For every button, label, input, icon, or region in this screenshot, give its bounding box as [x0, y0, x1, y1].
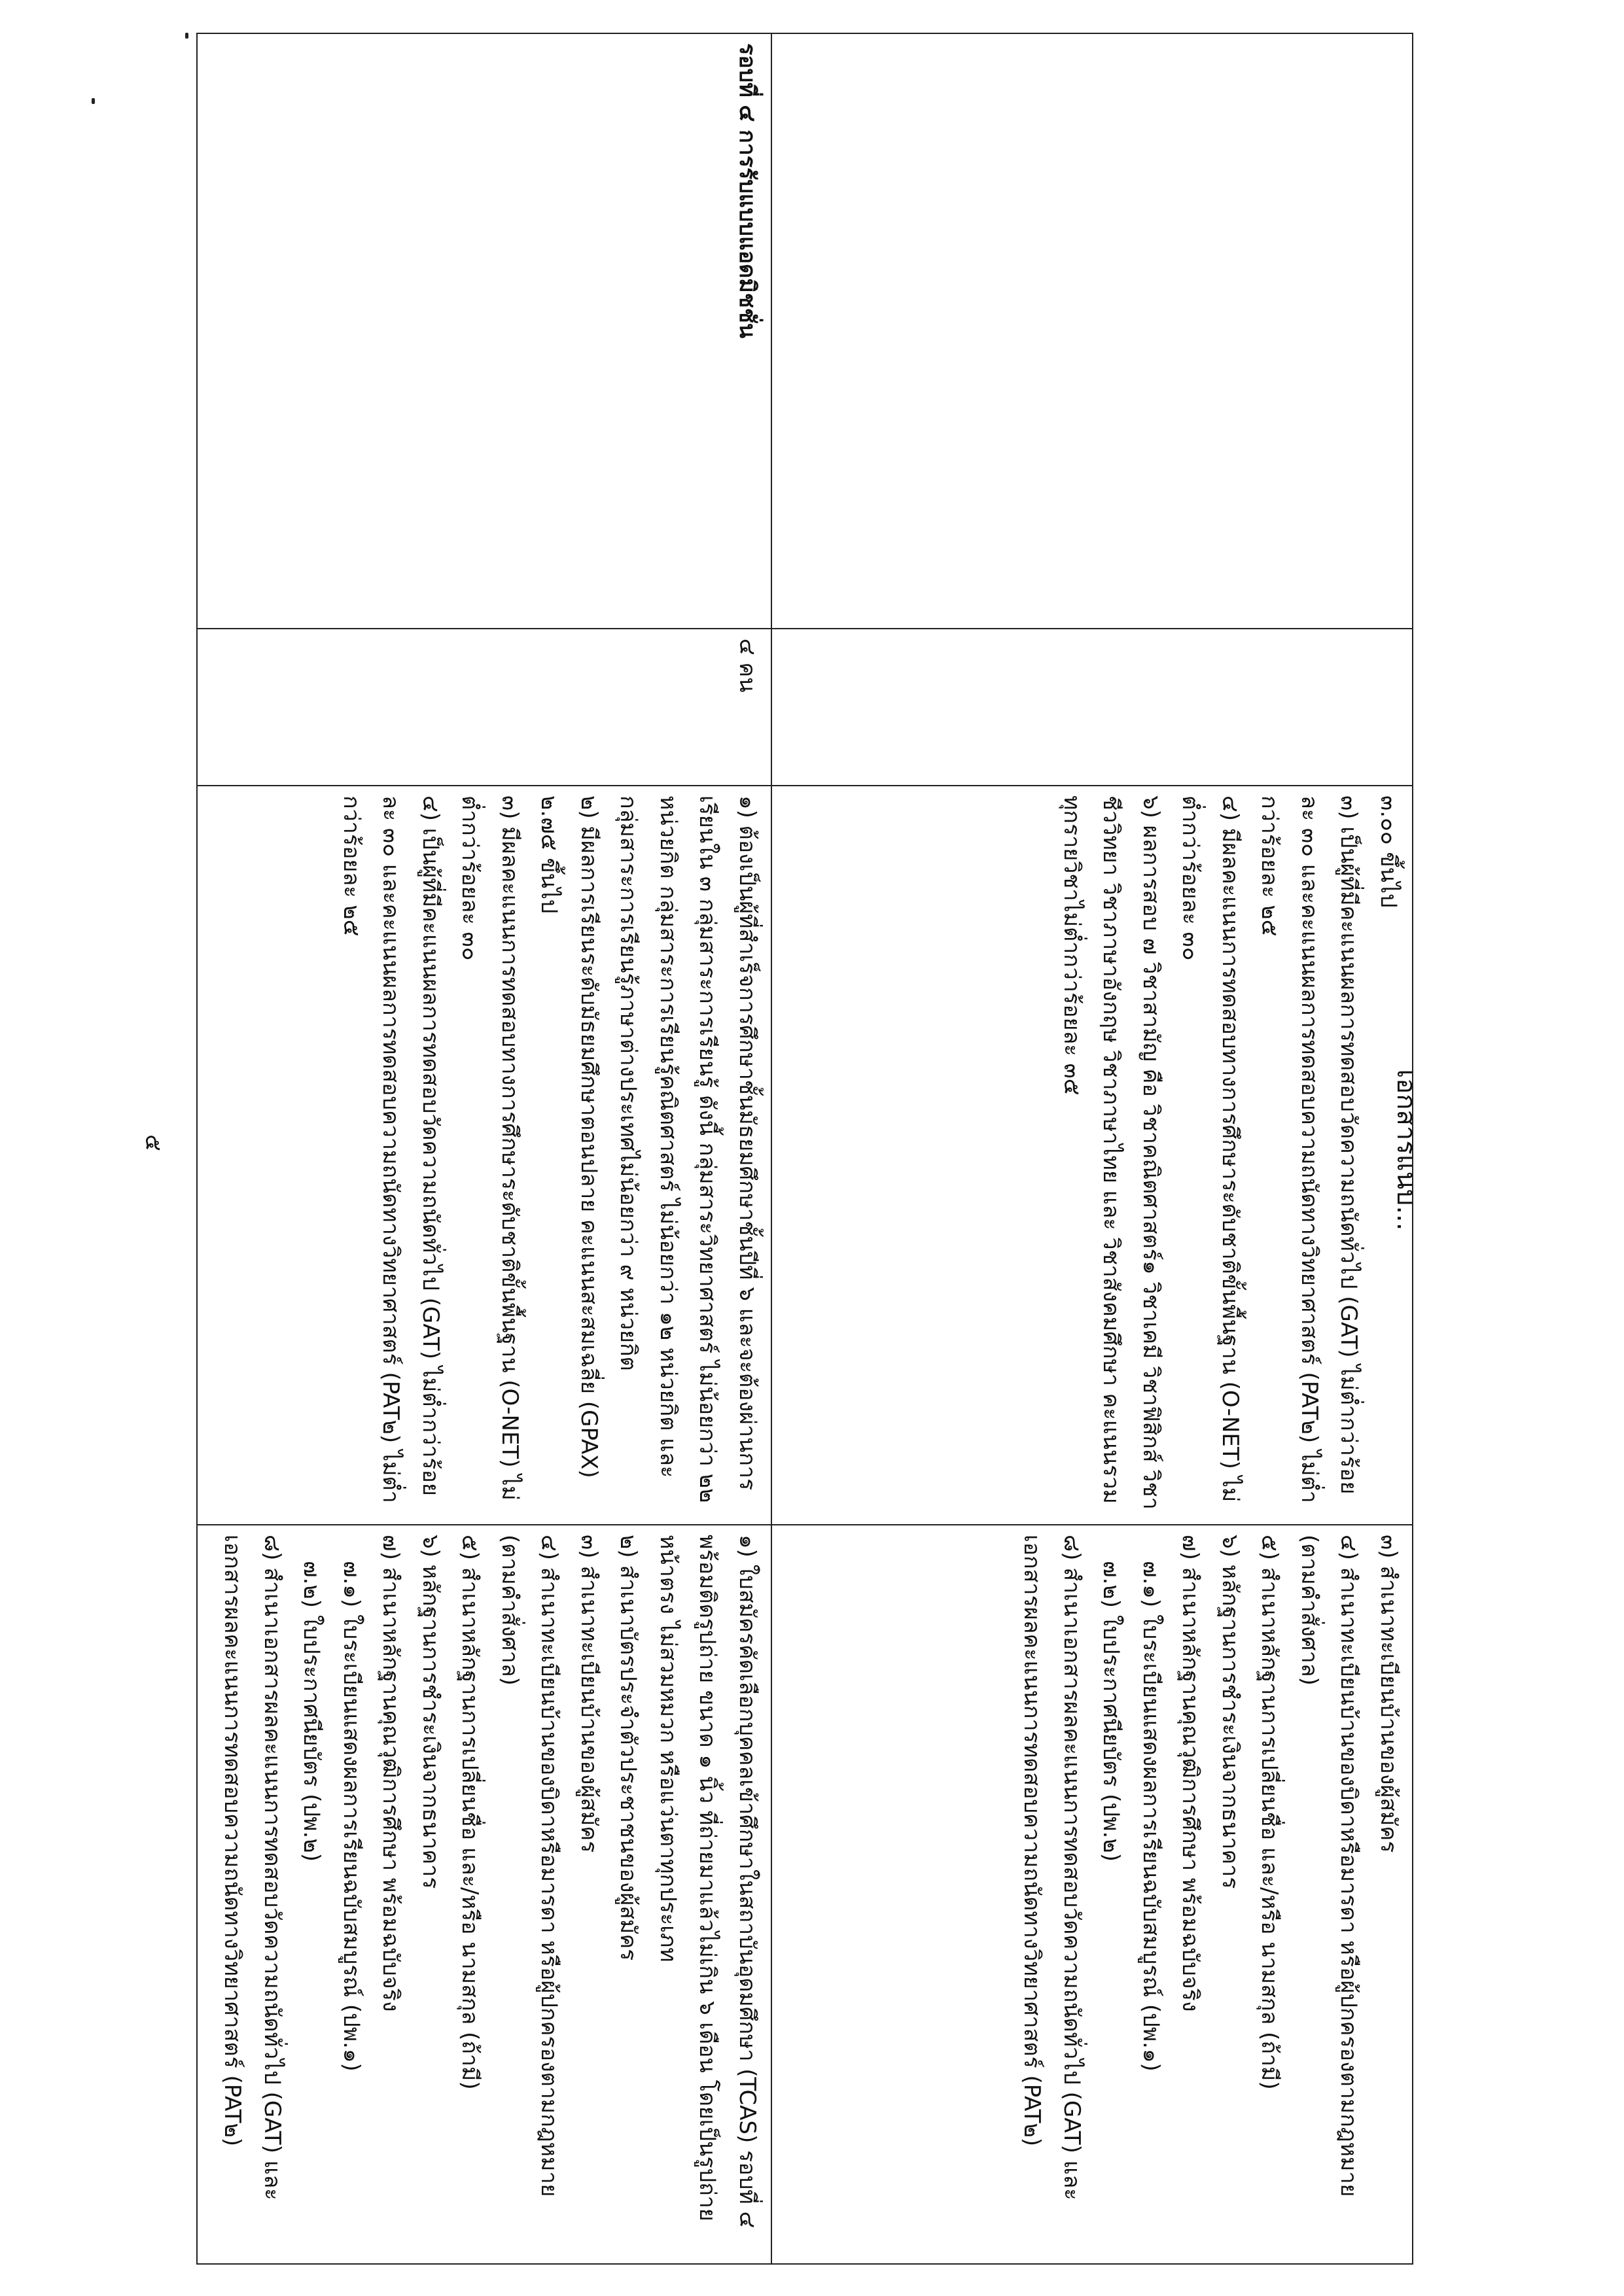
criteria-table [196, 33, 1413, 2265]
criteria-item: ๔) เป็นผู้ที่มีคะแนนผลการทดสอบวัดความถนัดทั่วไป (GAT) ไม่ต่ำกว่าร้อยละ ๓๐ และคะแนนผลการทดสอบความถนัดทางวิทยาศาสตร์ (PAT๒) ไม่ต่ำกว่าร้อยละ ๒๕ [338, 795, 444, 1503]
document-subitem: ๗.๒) ใบประกาศนียบัตร (ปพ.๒) [1098, 1561, 1125, 1862]
document-subitem: ๗.๑) ใบระเบียนแสดงผลการเรียนฉบับสมบูรณ์ (ปพ.๑) [338, 1561, 364, 2072]
criteria-cell [771, 786, 1413, 1525]
criteria-cell [197, 786, 771, 1525]
document-item: ๒) สำเนาบัตรประจำตัวประชาชนของผู้สมัคร [615, 1535, 642, 1961]
seats-cell: ๔ คน [197, 629, 771, 786]
documents-cell [197, 1525, 771, 2264]
criteria-item: ๓) มีผลคะแนนการทดสอบทางการศึกษาระดับชาติขั้นพื้นฐาน (O-NET) ไม่ต่ำกว่าร้อยละ ๓๐ [457, 795, 523, 1501]
table-row [197, 33, 771, 2264]
document-item: ๘) สำเนาเอกสารผลคะแนนการทดสอบวัดความถนัดทั่วไป (GAT) และเอกสารผลคะแนนการทดสอบความถนัดทางวิทยาศาสตร์ (PAT๒) [1019, 1535, 1085, 2200]
page-number: ๕ [140, 1134, 166, 1151]
document-subitem: ๗.๒) ใบประกาศนียบัตร (ปพ.๒) [298, 1561, 325, 1862]
criteria-item: ๖) ผลการสอบ ๗ วิชาสามัญ คือ วิชาคณิตศาสตร์๑ วิชาเคมี วิชาฟิสิกส์ วิชาชีววิทยา วิชาภาษาอังกฤษ วิชาภาษาไทย และ วิชาสังคมศึกษา คะแนนรวมทุกรายวิชาไม่ต่ำกว่าร้อยละ ๓๕ [1058, 795, 1164, 1510]
admission-table [196, 33, 1413, 2263]
criteria-item: ๓) เป็นผู้ที่มีคะแนนผลการทดสอบวัดความถนัดทั่วไป (GAT) ไม่ต่ำกว่าร้อยละ ๓๐ และคะแนนผลการทดสอบความถนัดทางวิทยาศาสตร์ (PAT๒) ไม่ต่ำกว่าร้อยละ ๒๕ [1256, 795, 1362, 1503]
scan-speck [185, 33, 188, 39]
document-item: ๘) สำเนาเอกสารผลคะแนนการทดสอบวัดความถนัดทั่วไป (GAT) และเอกสารผลคะแนนการทดสอบความถนัดทางวิทยาศาสตร์ (PAT๒) [219, 1535, 285, 2200]
table-row [771, 33, 1413, 2264]
document-item: ๖) หลักฐานการชำระเงินจากธนาคาร [417, 1535, 444, 1889]
document-item: ๓) สำเนาทะเบียนบ้านของผู้สมัคร [1375, 1535, 1402, 1853]
document-item: ๓) สำเนาทะเบียนบ้านของผู้สมัคร [575, 1535, 602, 1853]
criteria-item: ๒) มีผลการเรียนระดับมัธยมศึกษาตอนปลาย คะแนนสะสมเฉลี่ย (GPAX) ๒.๗๕ ขึ้นไป [536, 795, 602, 1478]
criteria-item: ๔) มีผลคะแนนการทดสอบทางการศึกษาระดับชาติขั้นพื้นฐาน (O-NET) ไม่ต่ำกว่าร้อยละ ๓๐ [1177, 795, 1243, 1503]
document-item: ๖) หลักฐานการชำระเงินจากธนาคาร [1216, 1535, 1243, 1889]
document-item: ๕) สำเนาหลักฐานการเปลี่ยนชื่อ และ/หรือ นามสกุล (ถ้ามี) [1256, 1535, 1283, 2090]
continuation-note: เอกสารแนบ... [1391, 1069, 1421, 1231]
document-item: ๔) สำเนาทะเบียนบ้านของบิดาหรือมารดา หรือผู้ปกครองตามกฎหมาย (ตามคำสั่งศาล) [496, 1535, 563, 2197]
document-item: ๔) สำเนาทะเบียนบ้านของบิดาหรือมารดา หรือผู้ปกครองตามกฎหมาย (ตามคำสั่งศาล) [1296, 1535, 1362, 2197]
document-item: ๕) สำเนาหลักฐานการเปลี่ยนชื่อ และ/หรือ นามสกุล (ถ้ามี) [457, 1535, 484, 2090]
scan-speck [92, 98, 95, 104]
document-subitem: ๗.๑) ใบระเบียนแสดงผลการเรียนฉบับสมบูรณ์ (ปพ.๑) [1137, 1561, 1164, 2072]
round-label-cell: รอบที่ ๔ การรับแบบแอดมิชชั่น [197, 33, 771, 629]
document-item: ๑) ใบสมัครคัดเลือกบุคคลเข้าศึกษาในสถาบันอุดมศึกษา (TCAS) รอบที่ ๔ พร้อมติดรูปถ่าย ขนาด ๑ นิ้ว ที่ถ่ายมาแล้วไม่เกิน ๖ เดือน โดยเป็นรูปถ่ายหน้าตรง ไม่สวมหมวก หรือแว่นตาทุกประเภท [654, 1535, 760, 2229]
round-label-cell [771, 33, 1413, 629]
documents-cell [771, 1525, 1413, 2264]
document-item: ๗) สำเนาหลักฐานคุณวุฒิการศึกษา พร้อมฉบับจริง [378, 1535, 404, 2012]
criteria-item: ๓.๐๐ ขึ้นไป [1375, 795, 1402, 908]
seats-cell [771, 629, 1413, 786]
criteria-item: ๑) ต้องเป็นผู้ที่สำเร็จการศึกษาชั้นมัธยมศึกษาชั้นปีที่ ๖ และจะต้องผ่านการเรียนใน ๓ กลุ่มสาระการเรียนรู้ ดังนี้ กลุ่มสาระวิทยาศาสตร์ ไม่น้อยกว่า ๒๒ หน่วยกิต กลุ่มสาระการเรียนรู้คณิตศาสตร์ ไม่น้อยกว่า ๑๒ หน่วยกิต และกลุ่มสาระการเรียนรู้ภาษาต่างประเทศไม่น้อยกว่า ๙ หน่วยกิต [615, 795, 760, 1503]
document-item: ๗) สำเนาหลักฐานคุณวุฒิการศึกษา พร้อมฉบับจริง [1177, 1535, 1204, 2012]
